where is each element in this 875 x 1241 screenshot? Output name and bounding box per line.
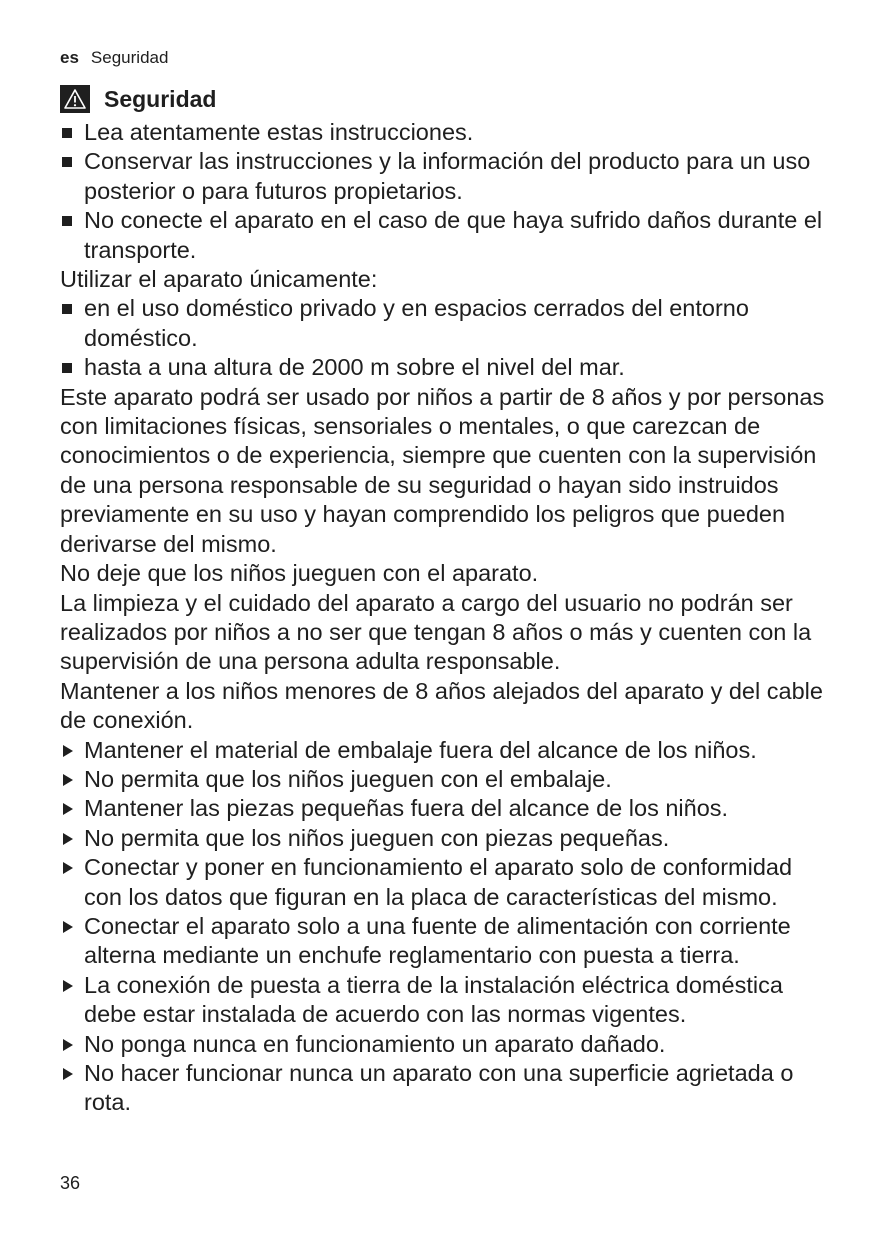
- safety-actions-list: [60, 736, 830, 1118]
- section-title: [60, 84, 216, 114]
- list-item: en el uso doméstico privado y en espacios cerrados del entorno doméstico.: [60, 294, 830, 353]
- list-item: Conectar y poner en funcionamiento el aparato solo de conformidad con los datos que figuran en la placa de características del mismo.: [60, 853, 830, 912]
- keep-away-paragraph: Mantener a los niños menores de 8 años alejados del aparato y del cable de conexión.: [60, 677, 823, 734]
- general-instructions-list: [60, 118, 830, 265]
- safety-content: [60, 118, 830, 1118]
- list-item: hasta a una altura de 2000 m sobre el nivel del mar.: [60, 353, 830, 382]
- list-item: No permita que los niños jueguen con el embalaje.: [60, 765, 830, 794]
- running-header-section: Seguridad: [90, 48, 169, 67]
- list-item: Conectar el aparato solo a una fuente de alimentación con corriente alterna mediante un enchufe reglamentario con puesta a tierra.: [60, 912, 830, 971]
- children-paragraph: Este aparato podrá ser usado por niños a partir de 8 años y por personas con limitaciones físicas, sensoriales o mentales, o que carezcan de conocimientos o de experiencia, siempre que cuenten con la supervisión de una persona responsable de su seguridad o hayan sido instruidos previamente en su uso y hayan comprendido los peligros que pueden derivarse del mismo.: [60, 383, 825, 557]
- list-item: No hacer funcionar nunca un aparato con una superficie agrietada o rota.: [60, 1059, 830, 1118]
- page-title: Seguridad: [104, 85, 217, 112]
- usage-conditions-list: [60, 294, 830, 382]
- children-play-paragraph: No deje que los niños jueguen con el aparato.: [60, 560, 539, 587]
- language-code: es: [60, 48, 79, 67]
- running-header: [60, 48, 168, 68]
- list-item: No ponga nunca en funcionamiento un aparato dañado.: [60, 1030, 830, 1059]
- list-item: Conservar las instrucciones y la información del producto para un uso posterior o para futuros propietarios.: [60, 147, 830, 206]
- page-number: 36: [60, 1173, 81, 1193]
- list-item: No permita que los niños jueguen con piezas pequeñas.: [60, 824, 830, 853]
- warning-triangle-icon: [60, 85, 90, 113]
- list-item: Lea atentamente estas instrucciones.: [60, 118, 830, 147]
- document-page: [60, 0, 830, 1241]
- usage-intro: Utilizar el aparato únicamente:: [60, 266, 378, 293]
- list-item: No conecte el aparato en el caso de que haya sufrido daños durante el transporte.: [60, 206, 830, 265]
- cleaning-paragraph: La limpieza y el cuidado del aparato a cargo del usuario no podrán ser realizados por niños a no ser que tengan 8 años o más y cuenten con la supervisión de una persona adulta responsable.: [60, 589, 812, 675]
- list-item: Mantener el material de embalaje fuera del alcance de los niños.: [60, 736, 830, 765]
- list-item: Mantener las piezas pequeñas fuera del alcance de los niños.: [60, 794, 830, 823]
- list-item: La conexión de puesta a tierra de la instalación eléctrica doméstica debe estar instalada de acuerdo con las normas vigentes.: [60, 971, 830, 1030]
